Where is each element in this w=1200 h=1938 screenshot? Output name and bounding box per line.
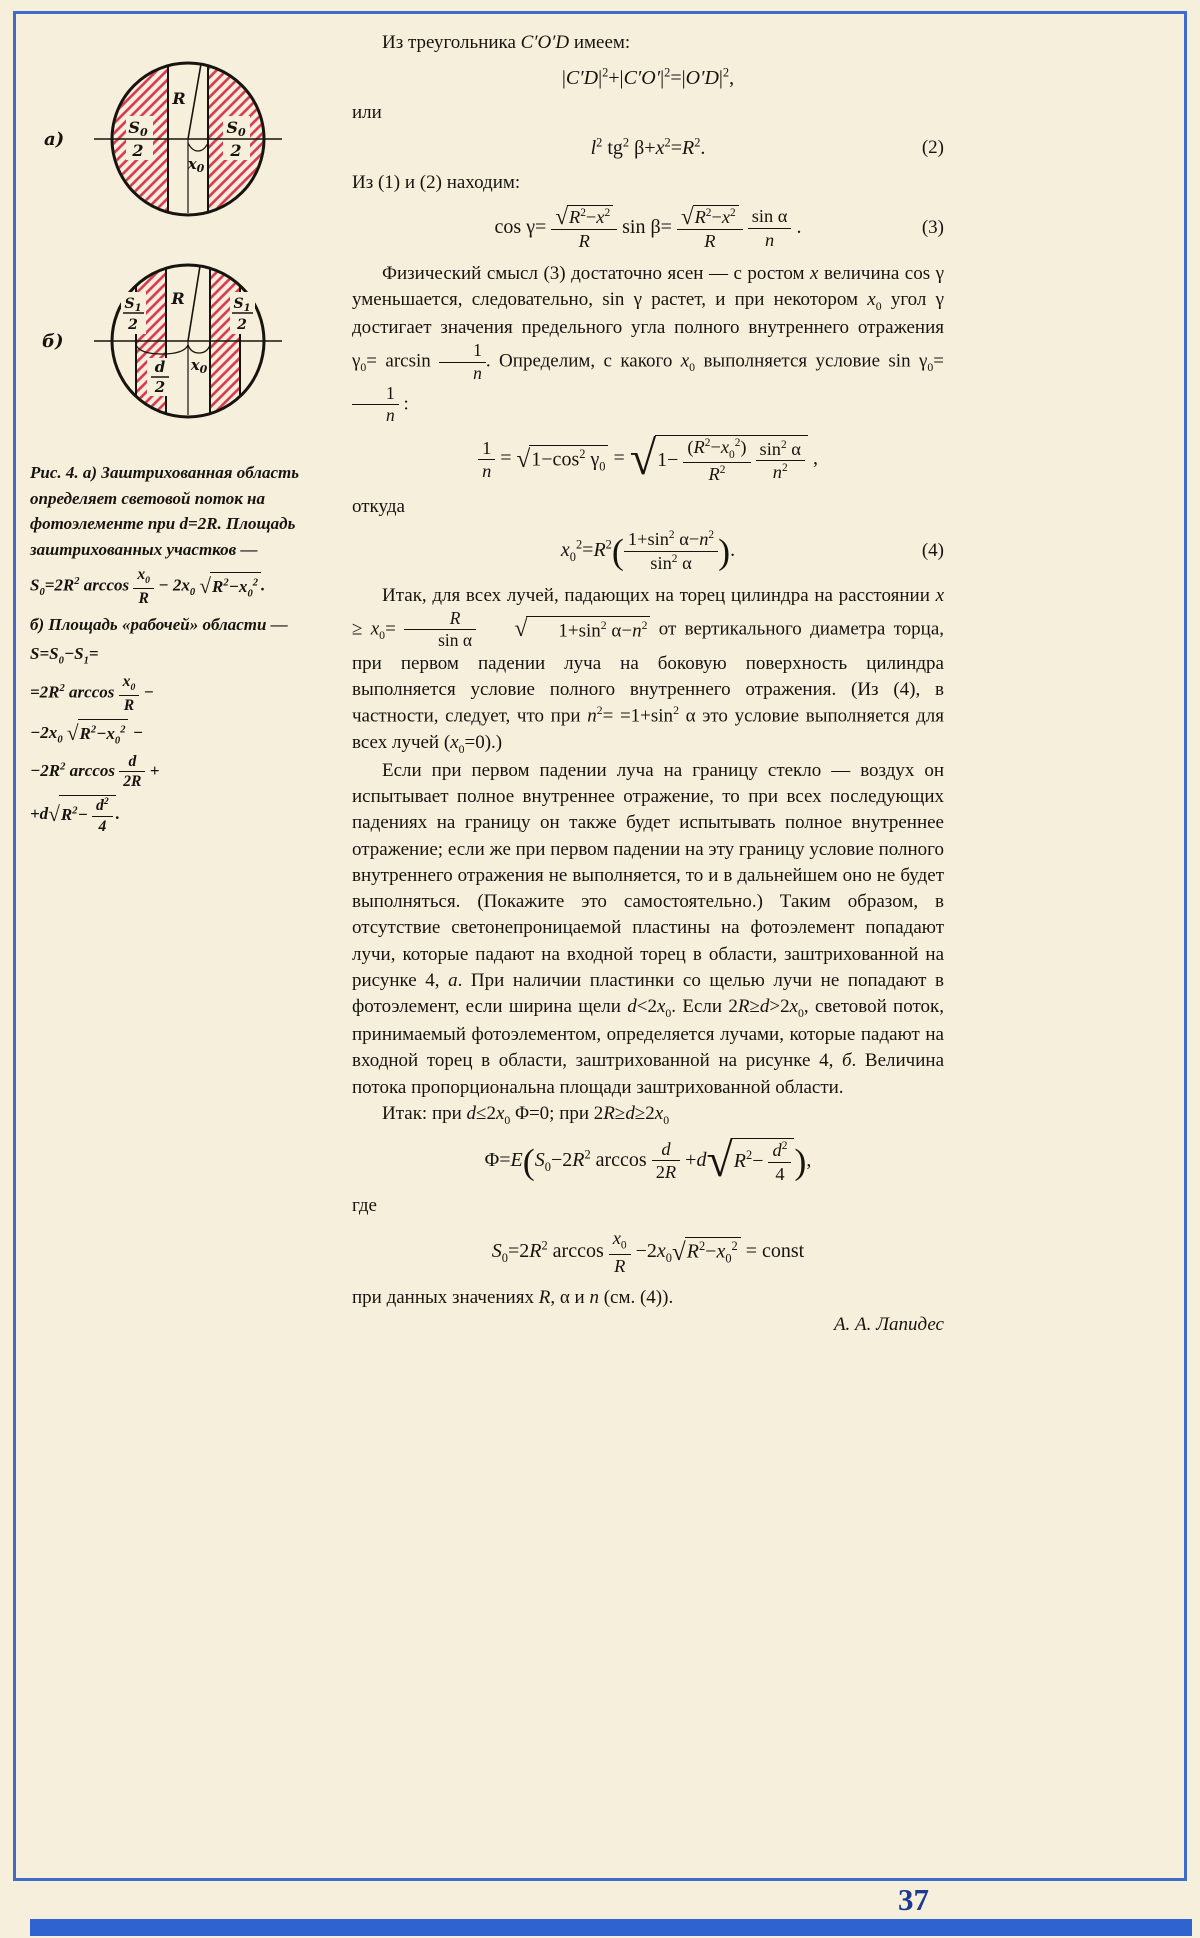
radius-line: [188, 266, 200, 341]
paragraph: откуда: [352, 495, 405, 517]
radius-label: R: [172, 89, 186, 108]
radius-label: R: [171, 289, 185, 308]
svg-text:2: 2: [128, 317, 138, 333]
figure-a-label: а): [44, 129, 65, 150]
equation-display: $\Phi=E(S_0-2R^2$ arccos $\frac{d}{2R}$ +d √ $R^2-$ $\frac{d^2}{4}$ ),: [484, 1133, 812, 1187]
equation-number: (3): [921, 217, 944, 239]
figure-4a-diagram: [30, 44, 336, 234]
author-signature: А. А. Лапидес: [833, 1313, 944, 1335]
equation-display: $|C'D|^2+|C'O'|^2=|O'D|^2$,: [561, 65, 735, 89]
paragraph: Из треугольника C′O′D имеем:: [382, 32, 631, 53]
page-number: 37: [898, 1882, 929, 1917]
d-half-label: d: [154, 358, 166, 376]
caption-formula-line: +d √ $R^2-$ $\frac{d^2}{4}$ .: [30, 795, 120, 835]
equation-display: cos γ= √ $R^2-x^2$ R sin β= √ $R^2-x^2$ R $\frac{\text{sin α}}{n}$ . (3): [494, 204, 944, 252]
x0-label: $x_0$: [190, 356, 208, 376]
svg-text:2: 2: [230, 141, 242, 160]
paragraph: Итак, для всех лучей, падающих на торец цилиндра на расстоянии $x \ge x_0=$ $\frac{R}{\text{sin α}}$ √ $1+\sin^2$ $\alpha-n^2$ от вертикального диаметра торца, при первом падении луча на боковую поверхность цилиндра выполняется условие полного внутреннего отражения. (Из (4), в частности, следует, что при $n^2= =1+\sin^2$ α это условие выполняется для всех лучей $(x_0=0)$.): [352, 584, 945, 756]
svg-text:2: 2: [132, 141, 144, 160]
radius-line: [188, 64, 201, 139]
caption-formula-line: $-2x_0$ √ $R^2-x_0^2$ −: [30, 719, 336, 749]
equation-number: (4): [921, 540, 944, 562]
paragraph: или: [352, 101, 382, 123]
equation-display: $l^2$ $tg^2$ $\beta+x^2=R^2$. (2): [590, 135, 944, 159]
s0-half-label-left: S0: [128, 118, 148, 139]
caption-formula-line: $-2R^2$ arccos $\frac{d}{2R}$ +: [30, 752, 160, 791]
svg-text:2: 2: [237, 317, 247, 333]
figure-caption: [30, 460, 336, 835]
paragraph: Из (1) и (2) находим:: [352, 171, 521, 193]
figure-4b-diagram: [30, 246, 336, 436]
caption-formula-line: $=2R^2$ arccos $\frac{x_0}{R}$ −: [30, 673, 154, 715]
paragraph: при данных значениях R, α и n (см. (4)).: [352, 1287, 674, 1309]
x0-brace: [188, 143, 208, 151]
equation-display: $S_0=2R^2$ arccos $\frac{x_0}{R}$ $-2x_0$ √ $R^2-x_0^2$ = const: [491, 1228, 805, 1276]
article-column: [352, 30, 944, 1338]
s1-half-label-left: $S_1$: [124, 296, 142, 314]
s0-half-label-right: S0: [226, 118, 246, 139]
x0-brace: [188, 345, 210, 353]
caption-formula-s0: $S_0=2R^2$ arccos $\frac{x_0}{R}$ − $2x_0$ √ $R^2-x_0^2$ .: [30, 566, 266, 607]
paragraph: где: [352, 1195, 377, 1217]
paragraph: Физический смысл (3) достаточно ясен — с ростом x величина cos γ уменьшается, следовательно, sin γ растет, и при некотором $x_0$ угол γ достигает значения предельного угла полного внутреннего отражения $\gamma_0= \arcsin$ $\frac{1}{n}$ . Определим, с какого $x_0$ выполняется условие $\sin \gamma_0=$ $\frac{1}{n}$ :: [352, 262, 944, 426]
equation-display: $x_0^2=R^2$( $\frac{1+\sin^2 \alpha-n^2}{\sin^2 \alpha}$ ). (4): [560, 529, 944, 574]
equation-display: $\frac{1}{n}$ = √ $1-\cos^2$ $\gamma_0$ = √ 1− $\frac{(R^2-x_0^2)}{R^2}$ $\frac{\sin^2 \alpha}{n^2}$ ,: [352, 435, 944, 485]
caption-part-a: Рис. 4. а) Заштрихованная область определяет световой поток на фотоэлементе при d=2R. Площадь заштрихованных участков —: [30, 463, 300, 559]
s1-half-label-right: $S_1$: [233, 296, 251, 314]
caption-part-b: б) Площадь «рабочей» области —: [30, 614, 288, 634]
paragraph: Итак: при $d\le 2x_0$ Φ=0; при $2R\ge d\ge 2x_0$: [382, 1102, 670, 1127]
equation-number: (2): [921, 137, 944, 159]
figure-column: [30, 44, 336, 839]
bottom-rule: [30, 1919, 1192, 1936]
x0-label: $x_0$: [187, 155, 205, 175]
svg-text:2: 2: [154, 378, 166, 396]
caption-formula-line: $S=S_0-S_1=$: [30, 644, 99, 667]
figure-b-label: б): [42, 331, 64, 352]
paragraph: Если при первом падении луча на границу стекло — воздух он испытывает полное внутреннее отражение, то при всех последующих падениях на границу он также будет испытывать полное внутреннее отражение; если же при первом падении на эту границу условие полного внутреннего отражения не выполняется, то и в дальнейшем оно не будет выполняться. (Покажите это самостоятельно.) Таким образом, в отсутствие светонепроницаемой пластины на фотоэлемент попадают лучи, которые падают на входной торец в области, заштрихованной на рисунке 4, а. При наличии пластинки со щелью лучи не попадают в фотоэлемент, если ширина щели $d<2x_0$. Если $2R\ge d>2x_0$, световой поток, принимаемый фотоэлементом, определяется лучами, которые падают на входной торец в области, заштрихованной на рисунке 4, б. Величина потока пропорциональна площади заштрихованной области.: [352, 760, 944, 1098]
